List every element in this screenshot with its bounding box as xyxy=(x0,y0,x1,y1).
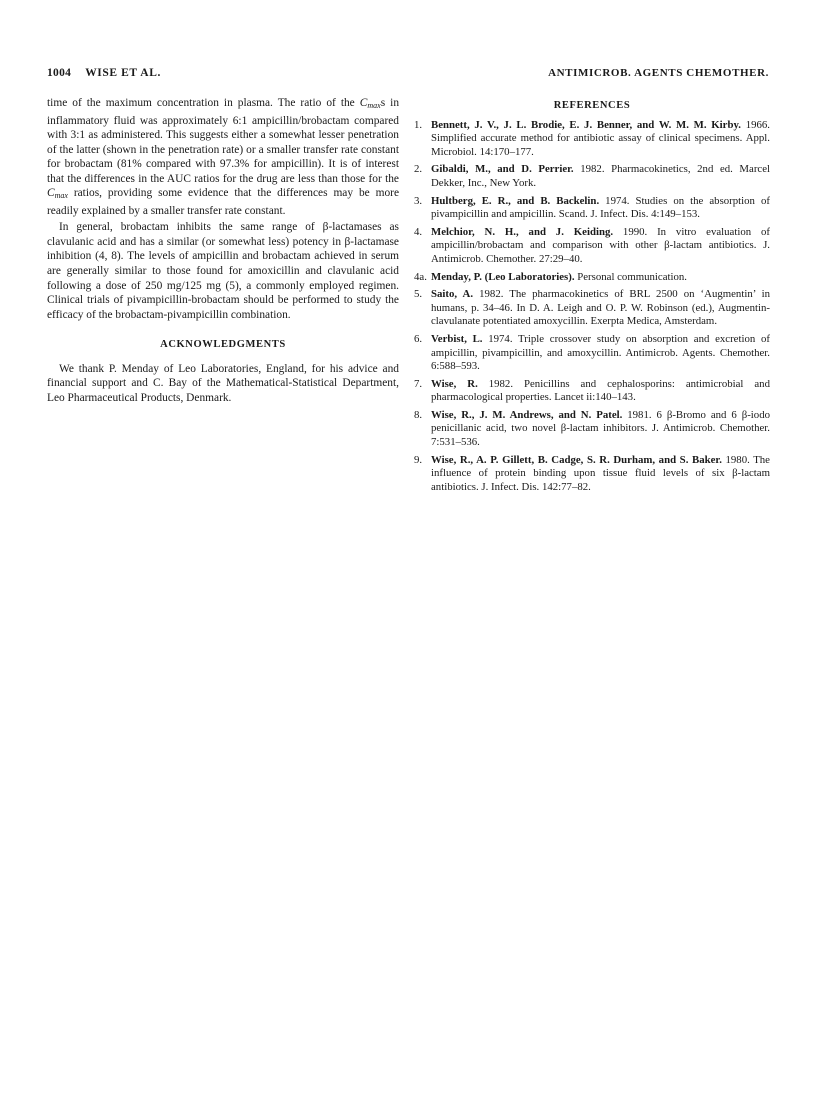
cmax-symbol-2: $C_{max}$ xyxy=(47,187,68,201)
reference-item xyxy=(414,288,770,329)
cmax-symbol: $C_{max}$ xyxy=(359,97,381,110)
left-column xyxy=(47,96,399,405)
reference-text: 1980. The influence of protein binding upon tissue fluid levels of six β-lactam antibiotics. J. Infect. Dis. 142:77–82. xyxy=(431,453,770,493)
reference-list xyxy=(414,119,770,495)
p1-text-a: time of the maximum concentration in plasma. The ratio of the xyxy=(47,97,360,109)
reference-text: Personal communication. xyxy=(574,270,688,283)
reference-item xyxy=(414,119,770,160)
reference-item xyxy=(414,409,770,450)
reference-text: 1982. Penicillins and cephalosporins: antimicrobial and pharmacological properties. Lancet ii:140–143. xyxy=(431,377,770,404)
journal-name: ANTIMICROB. AGENTS CHEMOTHER. xyxy=(548,67,769,79)
reference-item xyxy=(414,454,770,495)
reference-text: 1982. The pharmacokinetics of BRL 2500 on ‘Augmentin’ in humans, p. 34–46. In D. A. Leigh and O. P. W. Robinson (ed.), Augmentin-clavulanate potentiated amoxycillin. Exerpta Medica, Amsterdam. xyxy=(431,288,770,328)
reference-number: 6. xyxy=(414,332,423,345)
running-header xyxy=(47,67,769,83)
reference-item xyxy=(414,378,770,405)
references-column xyxy=(414,96,770,498)
page-number: 1004 xyxy=(47,67,72,79)
reference-number: 3. xyxy=(414,194,423,207)
reference-authors: Saito, A. xyxy=(431,288,474,301)
reference-text: 1974. Triple crossover study on absorption and excretion of ampicillin, pivampicillin, and amoxycillin. Antimicrob. Agents. Chemother. 6:588–593. xyxy=(431,332,770,373)
reference-item xyxy=(414,226,770,267)
reference-text: 1981. 6 β-Bromo and 6 β-iodo penicillanic acid, two novel β-lactam inhibitors. J. Antimicrob. Chemother. 7:531–536. xyxy=(431,408,770,449)
reference-number: 1. xyxy=(414,118,423,131)
reference-authors: Verbist, L. xyxy=(431,332,483,345)
p1-text-c: ratios, providing some evidence that the differences may be more readily explained by a smaller transfer rate constant. xyxy=(47,187,399,217)
reference-authors: Hultberg, E. R., and B. Backelin. xyxy=(431,194,600,207)
reference-item xyxy=(414,195,770,222)
reference-authors: Melchior, N. H., and J. Keiding. xyxy=(431,225,614,238)
reference-authors: Wise, R., A. P. Gillett, B. Cadge, S. R. Durham, and S. Baker. xyxy=(431,453,722,466)
reference-number: 2. xyxy=(414,163,423,176)
acknowledgments-text: We thank P. Menday of Leo Laboratories, England, for his advice and financial support and C. Bay of the Mathematical-Statistical Department, Leo Pharmaceutical Products, Denmark. xyxy=(47,362,399,404)
reference-item xyxy=(414,271,770,285)
body-paragraph-1 xyxy=(47,96,399,218)
reference-text: 1982. Pharmacokinetics, 2nd ed. Marcel Dekker, Inc., New York. xyxy=(431,163,771,189)
reference-text: 1966. Simplified accurate method for antibiotic assay of clinical specimens. Appl. Microbiol. 14:170–177. xyxy=(431,118,770,158)
reference-authors: Wise, R., J. M. Andrews, and N. Patel. xyxy=(431,408,623,421)
reference-number: 5. xyxy=(414,288,423,301)
p1-text-b: s in inflammatory fluid was approximately 6:1 ampicillin/brobactam compared with 3:1 as administered. This suggests either a somewhat lesser penetration of the latter (shown in the penetration rate) or a smaller transfer rate constant for brobactam (81% compared with 97.3% for ampicillin). It is of interest that the differences in the AUC ratios for the drug are less than those for the xyxy=(47,97,400,185)
reference-number: 9. xyxy=(414,453,423,466)
reference-number: 7. xyxy=(414,377,423,390)
reference-number: 4. xyxy=(414,225,423,238)
reference-authors: Bennett, J. V., J. L. Brodie, E. J. Benner, and W. M. M. Kirby. xyxy=(431,118,741,131)
reference-authors: Gibaldi, M., and D. Perrier. xyxy=(431,163,574,176)
reference-authors: Menday, P. (Leo Laboratories). xyxy=(431,270,575,283)
reference-authors: Wise, R. xyxy=(431,377,478,390)
reference-item xyxy=(414,333,770,374)
reference-item xyxy=(414,163,770,190)
references-heading: REFERENCES xyxy=(553,100,631,111)
running-authors: WISE ET AL. xyxy=(85,67,161,79)
reference-text: 1990. In vitro evaluation of ampicillin/brobactam and comparison with other β-lactam antibiotics. J. Antimicrob. Chemother. 27:29–40. xyxy=(431,225,770,265)
header-left xyxy=(47,67,161,79)
acknowledgments-heading: ACKNOWLEDGMENTS xyxy=(160,339,286,351)
body-paragraph-2: In general, brobactam inhibits the same range of β-lactamases as clavulanic acid and has a similar (or somewhat less) potency in β-lactamase inhibition (4, 8). The levels of ampicillin and brobactam achieved in serum are generally similar to those found for amoxicillin and clavulanic acid following a dose of 250 mg/125 mg (5), a commonly employed regimen. Clinical trials of pivampicillin-brobactam should be performed to study the efficacy of the brobactam-pivampicillin combination. xyxy=(47,221,399,321)
reference-number: 8. xyxy=(414,408,423,421)
reference-number: 4a. xyxy=(414,270,427,283)
reference-text: 1974. Studies on the absorption of pivampicillin and ampicillin. Scand. J. Infect. Dis. 4:149–153. xyxy=(431,194,770,221)
